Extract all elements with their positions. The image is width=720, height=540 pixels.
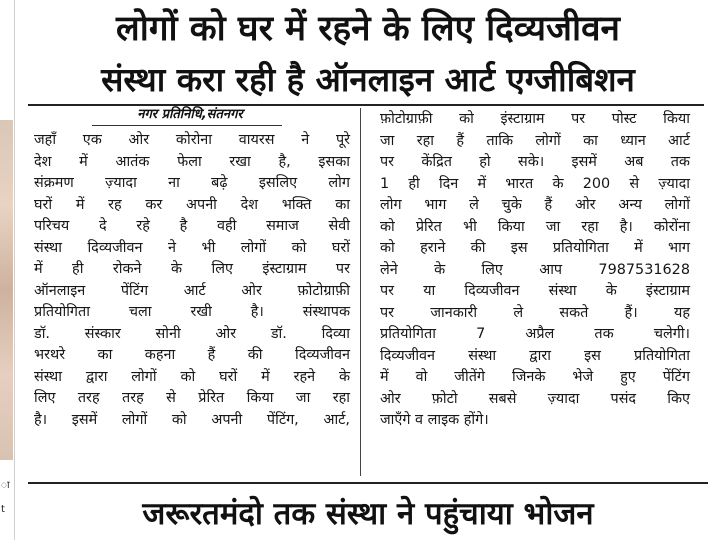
text-line: जाएँगे व लाइक होंगे। [380, 412, 489, 428]
text-line: जहाँ एक ओर कोरोना वायरस ने पूरे [34, 132, 350, 148]
text-line: में वो जीतेंगे जिनके भेजे हुए पेंटिंग [380, 369, 690, 385]
section-divider [28, 482, 708, 484]
text-line: लोग भाग ले चुके हैं ओर अन्य लोगों [380, 197, 690, 213]
text-line: है। इसमें लोगों को अपनी पेंटिंग, आर्ट, [34, 411, 350, 428]
text-line: देश में आतंक फेला रखा है, इसका [34, 153, 350, 170]
adjacent-article-edge [0, 0, 15, 540]
text-line: को हराने की इस प्रतियोगिता में भाग [380, 240, 690, 256]
text-line: घरों में रह कर अपनी देश भक्ति का [34, 196, 350, 213]
text-line: जा रहा हैं ताकि लोगों का ध्यान आर्ट [380, 132, 690, 149]
adjacent-photo-fragment [0, 120, 13, 460]
text-line: 1 ही दिन में भारत के 200 से ज़्यादा [380, 175, 690, 192]
article-column-right [380, 109, 690, 432]
text-line: परिचय दे रहे है वही समाज सेवी [34, 218, 350, 234]
text-line: फ़ोटोग्राफ़ी को इंस्टाग्राम पर पोस्ट किया [380, 111, 690, 127]
text-line: ऑनलाइन पेंटिंग आर्ट ओर फ़ोटोग्राफ़ी [34, 282, 350, 299]
text-line: ओर फ़ोटो सबसे ज़्यादा पसंद किए [380, 390, 690, 407]
text-line: को प्रेरित भी किया जा रहा है। कोरोंना [380, 218, 690, 235]
adjacent-text-fragment: ा t [1, 480, 10, 515]
headline-line-2: संस्था करा रही है ऑनलाइन आर्ट एग्जीबिशन [101, 60, 635, 99]
byline-underline [92, 125, 282, 126]
headline-line-1: लोगों को घर में रहने के लिए दिव्यजीवन [116, 9, 620, 49]
text-line: लेने के लिए आप 7987531628 [380, 261, 690, 278]
text-line: पर केंद्रित हो सके। इसमें अब तक [380, 154, 690, 170]
text-line: लिए तरह तरह से प्रेरित किया जा रहा [34, 390, 350, 406]
text-line: में ही रोकने के लिए इंस्टाग्राम पर [34, 261, 350, 277]
text-line: प्रतियोगिता 7 अप्रैल तक चलेगी। [380, 326, 690, 342]
text-line: संस्था दिव्यजीवन ने भी लोगों को घरों [34, 239, 350, 256]
text-line: पर जानकारी ले सकते हैं। यह [380, 304, 690, 321]
column-divider [360, 108, 361, 476]
byline: नगर प्रतिनिधि,संतनगर [137, 107, 243, 122]
text-line: दिव्यजीवन संस्था द्वारा इस प्रतियोगिता [380, 347, 690, 364]
text-line: संक्रमण ज़्यादा ना बढ़े इसलिए लोग [34, 175, 350, 191]
text-line: प्रतियोगिता चला रखी है। संस्थापक [34, 304, 350, 320]
text-line: डॉ. संस्कार सोनी ओर डॉ. दिव्या [34, 325, 350, 342]
text-line: संस्था द्वारा लोगों को घरों में रहने के [34, 368, 350, 385]
article-column-left [34, 130, 350, 431]
next-article-headline: जरूरतमंदो तक संस्था ने पहुंचाया भोजन [142, 496, 594, 532]
text-line: भरथरे का कहना हैं की दिव्यजीवन [34, 347, 350, 363]
text-line: पर या दिव्यजीवन संस्था के इंस्टाग्राम [380, 283, 690, 299]
